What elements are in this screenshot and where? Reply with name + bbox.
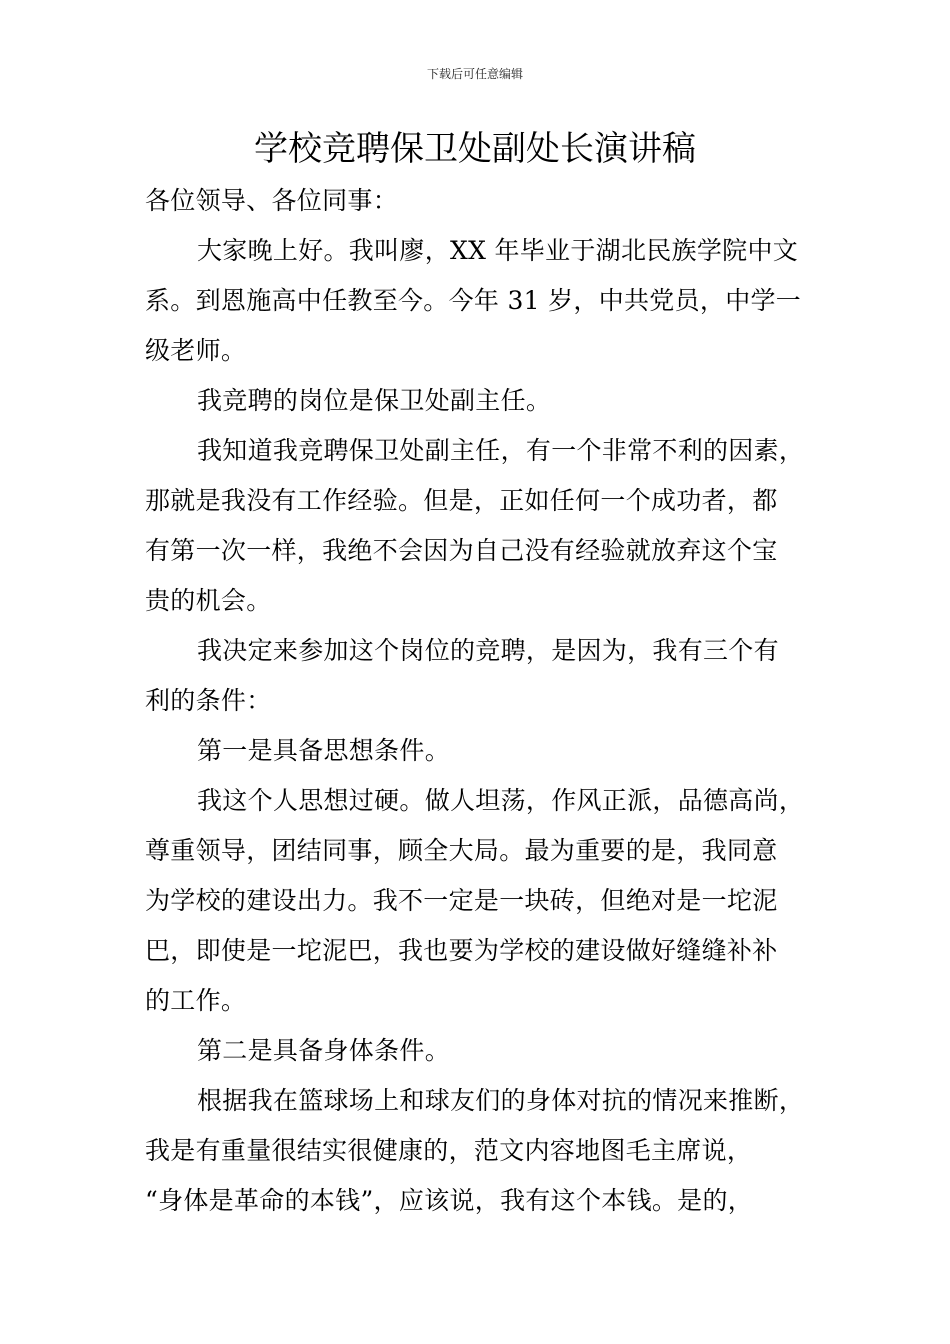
paragraph-line: 第二是具备身体条件。 xyxy=(197,1036,451,1065)
document-title: 学校竞聘保卫处副处长演讲稿 xyxy=(254,129,696,169)
header-note: 下载后可任意编辑 xyxy=(426,67,523,81)
paragraph-line: “身体是革命的本钱”，应该说，我有这个本钱。是的， xyxy=(145,1186,754,1215)
paragraph-line: 我决定来参加这个岗位的竞聘，是因为，我有三个有 xyxy=(197,636,779,665)
paragraph-line: 尊重领导，团结同事，顾全大局。最为重要的是，我同意 xyxy=(145,836,778,865)
paragraph-1 xyxy=(145,226,835,376)
document-body xyxy=(145,176,835,1226)
paragraph-line: 的工作。 xyxy=(145,986,247,1015)
paragraph-line: 我这个人思想过硬。做人坦荡，作风正派，品德高尚， xyxy=(197,786,805,815)
paragraph-line: 贵的机会。 xyxy=(145,586,272,615)
paragraph-2 xyxy=(145,376,835,426)
paragraph-line: 级老师。 xyxy=(145,336,247,365)
paragraph-line: 利的条件： xyxy=(145,686,272,715)
paragraph-line: 那就是我没有工作经验。但是，正如任何一个成功者，都 xyxy=(145,486,778,515)
paragraph-line: 我知道我竞聘保卫处副主任，有一个非常不利的因素， xyxy=(197,436,805,465)
salutation-line: 各位领导、各位同事： xyxy=(145,186,399,215)
paragraph-line: 根据我在篮球场上和球友们的身体对抗的情况来推断， xyxy=(197,1086,805,1115)
paragraph-6 xyxy=(145,776,835,1026)
paragraph-8 xyxy=(145,1076,835,1226)
paragraph-line: 巴，即使是一坨泥巴，我也要为学校的建设做好缝缝补补 xyxy=(145,936,778,965)
paragraph-line: 我竞聘的岗位是保卫处副主任。 xyxy=(197,386,552,415)
paragraph-line: 有第一次一样，我绝不会因为自己没有经验就放弃这个宝 xyxy=(145,536,778,565)
salutation xyxy=(145,176,835,226)
paragraph-line: 系。到恩施高中任教至今。今年 31 岁，中共党员，中学一 xyxy=(145,286,802,315)
paragraph-7 xyxy=(145,1026,835,1076)
paragraph-5 xyxy=(145,726,835,776)
paragraph-line: 大家晚上好。我叫廖，XX 年毕业于湖北民族学院中文 xyxy=(197,236,799,265)
paragraph-line: 第一是具备思想条件。 xyxy=(197,736,451,765)
paragraph-line: 为学校的建设出力。我不一定是一块砖，但绝对是一坨泥 xyxy=(145,886,778,915)
paragraph-4 xyxy=(145,626,835,726)
paragraph-3 xyxy=(145,426,835,626)
paragraph-line: 我是有重量很结实很健康的，范文内容地图毛主席说， xyxy=(145,1136,753,1165)
